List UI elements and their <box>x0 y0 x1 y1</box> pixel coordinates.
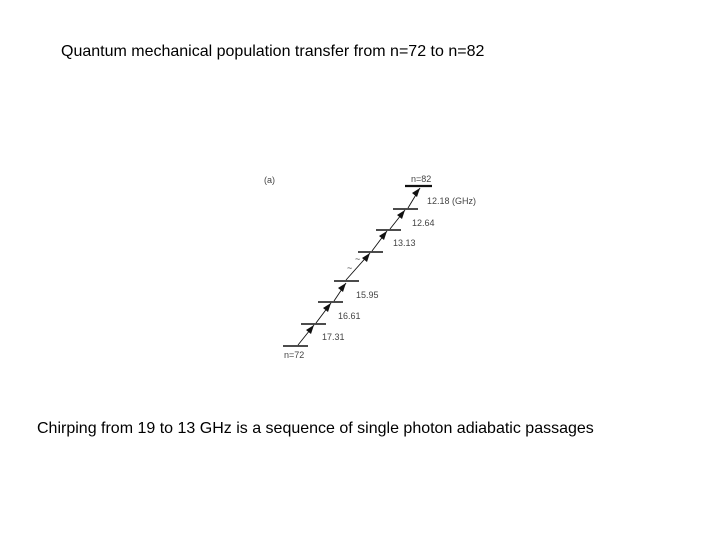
arrowhead <box>338 283 346 292</box>
arrowhead <box>379 231 387 240</box>
break-mark: ~ <box>355 254 361 264</box>
transition-arrows <box>298 188 420 345</box>
arrowhead <box>412 188 420 197</box>
slide-caption: Chirping from 19 to 13 GHz is a sequence of single photon adiabatic passages <box>37 420 594 437</box>
frequency-label: 12.64 <box>412 218 435 228</box>
arrowhead <box>397 210 405 219</box>
level-label-top: n=82 <box>411 174 432 184</box>
level-label-bottom: n=72 <box>284 350 305 360</box>
frequency-label: 13.13 <box>393 238 416 248</box>
panel-label: (a) <box>264 175 275 185</box>
slide-title: Quantum mechanical population transfer from n=72 to n=82 <box>61 43 485 60</box>
frequency-label: 15.95 <box>356 290 379 300</box>
break-mark: ~ <box>347 263 353 273</box>
frequency-label: 12.18 (GHz) <box>427 196 477 206</box>
frequency-label: 16.61 <box>338 311 361 321</box>
arrowhead <box>323 303 331 312</box>
energy-levels <box>283 186 432 346</box>
arrowhead <box>306 325 314 334</box>
frequency-label: 17.31 <box>322 332 345 342</box>
